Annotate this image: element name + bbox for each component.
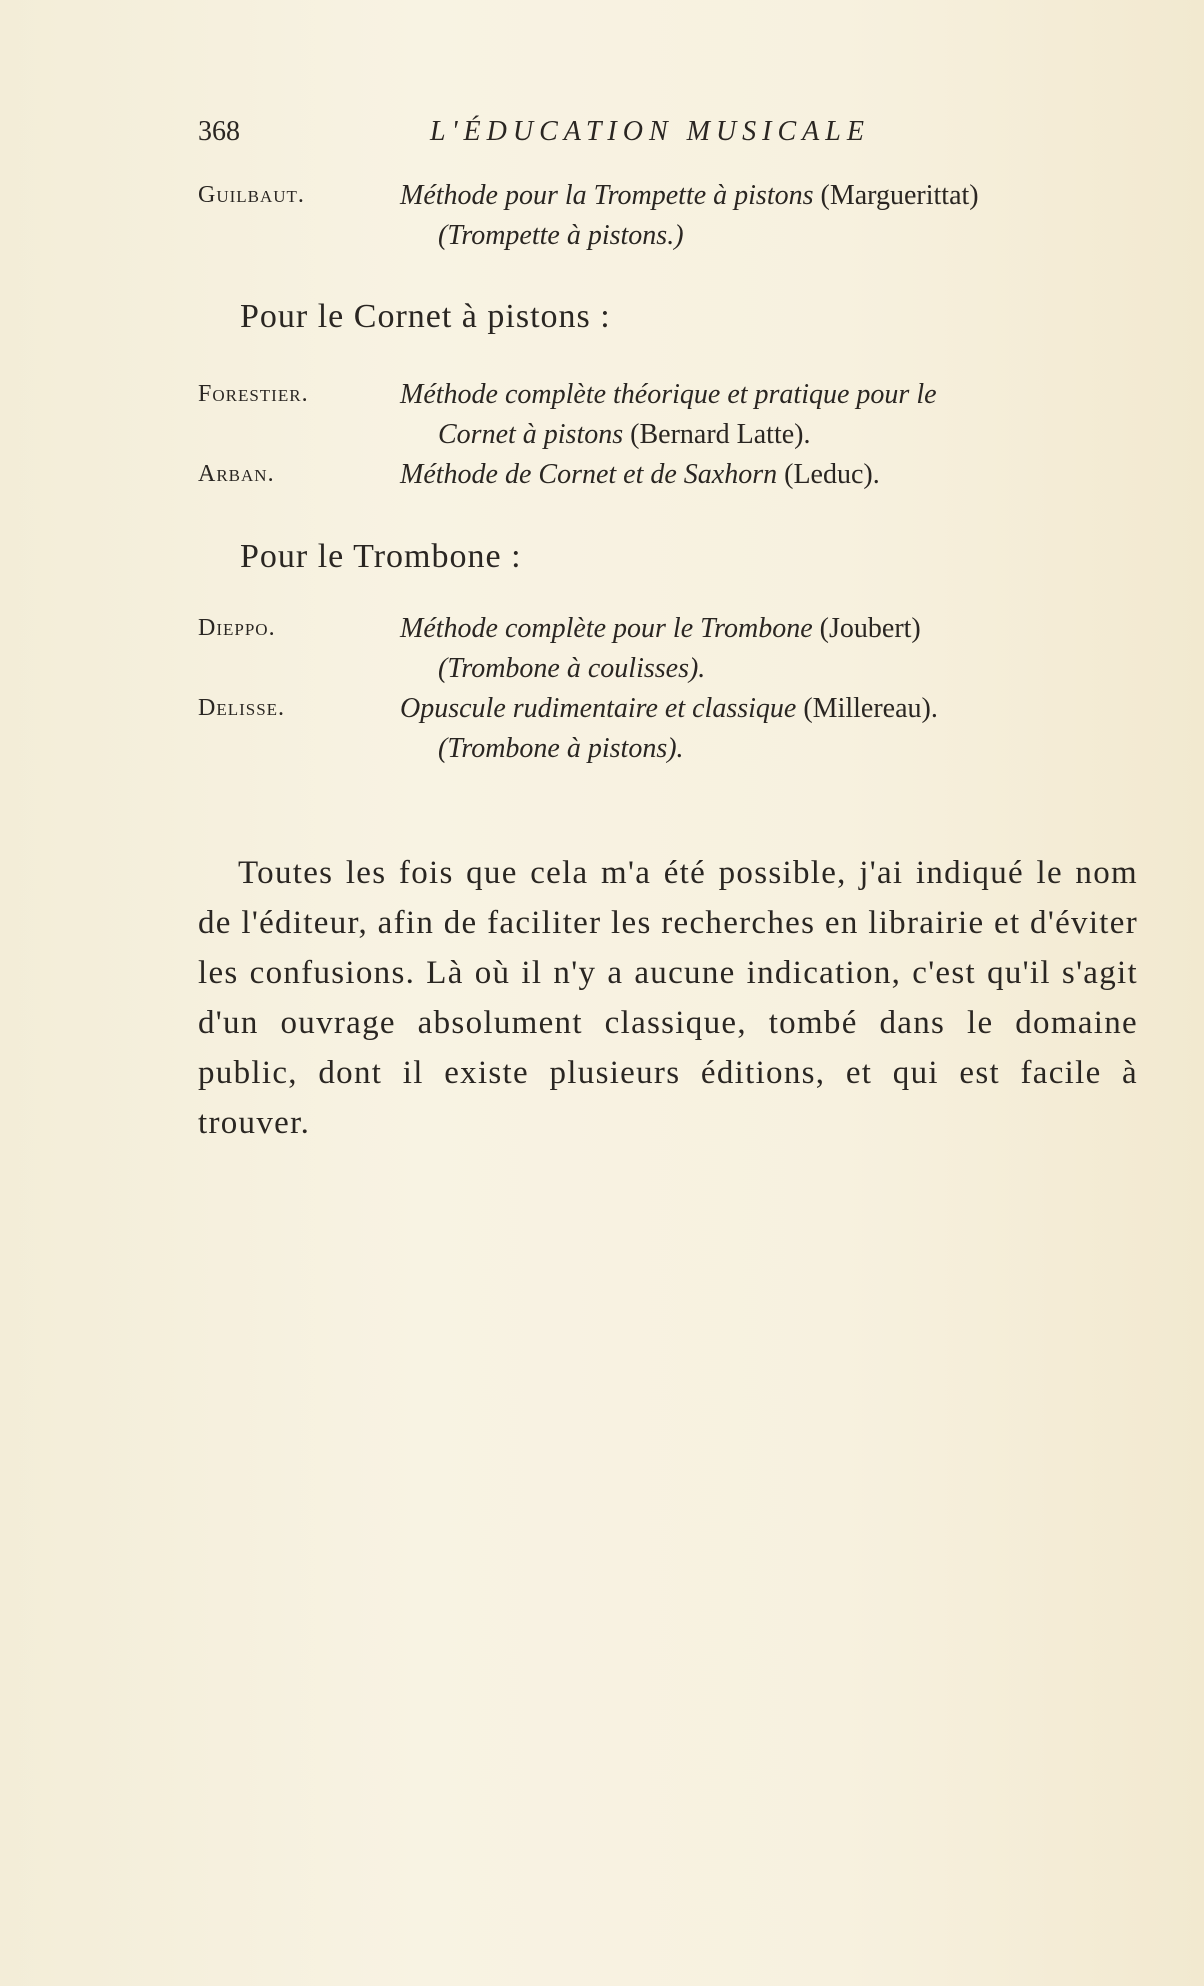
work-publisher: (Millereau). [803, 693, 938, 724]
entry-work [400, 176, 1143, 256]
entry-work [400, 609, 1143, 689]
work-title: Méthode complète pour le Trombone [400, 613, 813, 644]
section-heading-cornet: Pour le Cornet à pistons : [240, 298, 611, 335]
running-title: L'ÉDUCATION MUSICALE [430, 116, 870, 147]
page-number: 368 [198, 116, 240, 147]
entry-author: Guilbaut. [198, 182, 305, 208]
entry-work [400, 689, 1143, 769]
section-heading-trombone: Pour le Trombone : [240, 538, 522, 575]
work-instrument: (Trombone à coulisses). [438, 653, 706, 684]
page-header [198, 116, 1138, 156]
work-title: Opuscule rudimentaire et classique [400, 693, 797, 724]
work-publisher: (Bernard Latte). [630, 419, 811, 450]
work-title-continued: Cornet à pistons [438, 419, 624, 450]
work-publisher: (Marguerittat) [820, 180, 979, 211]
entry-author: Arban. [198, 461, 275, 487]
entry-author: Dieppo. [198, 615, 276, 641]
entry-author: Delisse. [198, 695, 286, 721]
work-title: Méthode complète théorique et pratique pour le [400, 379, 937, 410]
work-instrument: (Trombone à pistons). [438, 733, 684, 764]
work-title: Méthode de Cornet et de Saxhorn [400, 459, 778, 490]
work-publisher: (Leduc). [784, 459, 880, 490]
work-publisher: (Joubert) [819, 613, 921, 644]
entry-work [400, 455, 1143, 495]
work-title: Méthode pour la Trompette à pistons [400, 180, 814, 211]
closing-paragraph: Toutes les fois que cela m'a été possible, j'ai indiqué le nom de l'éditeur, afin de faciliter les recherches en librairie et d'éviter les confusions. Là où il n'y a aucune indication, c'est qu'il s'agit d'un ouvrage absolument classique, tombé dans le domaine public, dont il existe plusieurs éditions, et qui est facile à trouver. [198, 855, 1138, 1141]
work-instrument: (Trompette à pistons.) [438, 220, 684, 251]
entry-work [400, 375, 1143, 455]
entry-author: Forestier. [198, 381, 309, 407]
